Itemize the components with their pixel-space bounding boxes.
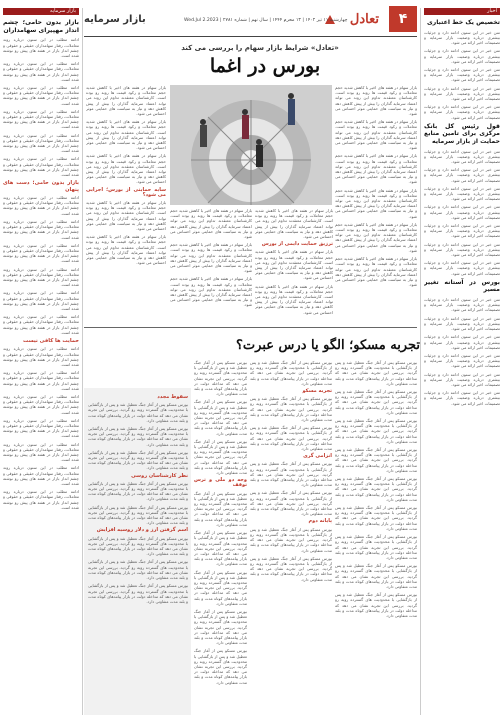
people-on-patterned-floor-image xyxy=(170,85,332,205)
article-subhead: پایانه دوم xyxy=(308,518,332,525)
article-body: بورس مسکو پس از آغاز جنگ تعطیل شد و پس از بازگشایی با محدودیت های گسترده روبه رو گردید. بررسی این تجربه نشان می دهد که مداخله دولت در بازار پیامدهای کوتاه مدت و بلند مدت متفاوتی دارد. xyxy=(88,559,188,581)
news-body: متن خبر در این ستون ادامه دارد و جزئیات بیشتری درباره وضعیت بازار سرمایه و تصمیمات اخیر ارائه می شود. xyxy=(424,260,500,276)
news-body: ادامه مطلب در این ستون درباره روند معاملات، رفتار سهامداران حقیقی و حقوقی و چشم انداز بازار در هفته های پیش رو نوشته شده است. xyxy=(3,156,79,178)
main-article-column xyxy=(255,208,333,323)
second-article-column xyxy=(194,360,247,715)
article-body: بورس مسکو پس از آغاز جنگ تعطیل شد و پس از بازگشایی با محدودیت های گسترده روبه رو گردید. بررسی این تجربه نشان می دهد که مداخله دولت در بازار پیامدهای کوتاه مدت و بلند مدت متفاوتی دارد. xyxy=(88,480,188,502)
article-body: بورس مسکو پس از آغاز جنگ تعطیل شد و پس از بازگشایی با محدودیت های گسترده روبه رو گردید. بررسی این تجربه نشان می دهد که مداخله دولت در بازار پیامدهای کوتاه مدت و بلند مدت متفاوتی دارد. xyxy=(194,490,247,527)
news-body: متن خبر در این ستون ادامه دارد و جزئیات بیشتری درباره وضعیت بازار سرمایه و تصمیمات اخیر ارائه می شود. xyxy=(424,315,500,332)
news-body: ادامه مطلب در این ستون درباره روند معاملات، رفتار سهامداران حقیقی و حقوقی و چشم انداز بازار در هفته های پیش رو نوشته شده است. xyxy=(3,465,79,487)
news-subtitle: بازار بدون حامی؛ دست های پنهان xyxy=(3,180,79,193)
article-body: بازار سهام در هفته های اخیر با کاهش شدید حجم معاملات و رکود قیمت ها روبه رو بوده است. کارشناسان معتقدند تداوم این روند می تواند اعتماد سرمایه گذاران را بیش از پیش کاهش دهد و نیاز به سیاست های حمایتی موثر احساس می شود. xyxy=(170,208,252,240)
news-body: ادامه مطلب در این ستون درباره روند معاملات، رفتار سهامداران حقیقی و حقوقی و چشم انداز بازار در هفته های پیش رو نوشته شده است. xyxy=(3,266,79,288)
news-body: ادامه مطلب در این ستون درباره روند معاملات، رفتار سهامداران حقیقی و حقوقی و چشم انداز بازار در هفته های پیش رو نوشته شده است. xyxy=(3,218,79,240)
second-article-column xyxy=(335,360,417,715)
main-article-column xyxy=(170,208,252,323)
news-body: متن خبر در این ستون ادامه دارد و جزئیات بیشتری درباره وضعیت بازار سرمایه و تصمیمات اخیر ارائه می شود. xyxy=(424,297,500,313)
news-body: متن خبر در این ستون ادامه دارد و جزئیات بیشتری درباره وضعیت بازار سرمایه و تصمیمات اخیر ارائه می شود. xyxy=(424,148,500,165)
article-body: بازار سهام در هفته های اخیر با کاهش شدید حجم معاملات و رکود قیمت ها روبه رو بوده است. کارشناسان معتقدند تداوم این روند می تواند اعتماد سرمایه گذاران را بیش از پیش کاهش دهد و نیاز به سیاست های حمایتی موثر احساس می شود. xyxy=(255,283,333,315)
column-tag: اخبار xyxy=(424,8,500,15)
article-body: بازار سهام در هفته های اخیر با کاهش شدید حجم معاملات و رکود قیمت ها روبه رو بوده است. کارشناسان معتقدند تداوم این روند می تواند اعتماد سرمایه گذاران را بیش از پیش کاهش دهد و نیاز به سیاست های حمایتی موثر احساس می شود. xyxy=(335,153,417,185)
article-body: بورس مسکو پس از آغاز جنگ تعطیل شد و پس از بازگشایی با محدودیت های گسترده روبه رو گردید. بررسی این تجربه نشان می دهد که مداخله دولت در بازار پیامدهای کوتاه مدت و بلند مدت متفاوتی دارد. xyxy=(335,360,417,386)
second-article-column xyxy=(250,360,332,715)
article-subhead: وجه دو ملی و ترس توقف xyxy=(194,477,247,489)
article-body: بازار سهام در هفته های اخیر با کاهش شدید حجم معاملات و رکود قیمت ها روبه رو بوده است. کارشناسان معتقدند تداوم این روند می تواند اعتماد سرمایه گذاران را بیش از پیش کاهش دهد و نیاز به سیاست های حمایتی موثر احساس می شود. xyxy=(86,153,166,185)
article-body: بازار سهام در هفته های اخیر با کاهش شدید حجم معاملات و رکود قیمت ها روبه رو بوده است. کارشناسان معتقدند تداوم این روند می تواند اعتماد سرمایه گذاران را بیش از پیش کاهش دهد و نیاز به سیاست های حمایتی موثر احساس می شود. xyxy=(335,256,417,288)
news-body: متن خبر در این ستون ادامه دارد و جزئیات بیشتری درباره وضعیت بازار سرمایه و تصمیمات اخیر ارائه می شود. xyxy=(424,29,500,46)
page-header xyxy=(84,6,417,37)
news-body: ادامه مطلب در این ستون درباره روند معاملات، رفتار سهامداران حقیقی و حقوقی و چشم انداز بازار در هفته های پیش رو نوشته شده است. xyxy=(3,489,79,510)
article-subhead: ترزیق حمایت دایمی از بورس xyxy=(261,241,333,248)
article-body: بورس مسکو پس از آغاز جنگ تعطیل شد و پس از بازگشایی با محدودیت های گسترده روبه رو گردید. بررسی این تجربه نشان می دهد که مداخله دولت در بازار پیامدهای کوتاه مدت و بلند مدت متفاوتی دارد. xyxy=(335,476,417,502)
article-body: بورس مسکو پس از آغاز جنگ تعطیل شد و پس از بازگشایی با محدودیت های گسترده روبه رو گردید. بررسی این تجربه نشان می دهد که مداخله دولت در بازار پیامدهای کوتاه مدت و بلند مدت متفاوتی دارد. xyxy=(194,569,247,606)
news-body: متن خبر در این ستون ادامه دارد و جزئیات بیشتری درباره وضعیت بازار سرمایه و تصمیمات اخیر ارائه می شود. xyxy=(424,241,500,258)
news-title: تخصیص یک خط اعتباری xyxy=(426,19,500,27)
second-headline: تجربه مسکو؛ الگو یا درس عبرت؟ xyxy=(236,338,420,353)
newspaper-logo: تعادل xyxy=(349,12,379,27)
article-body: بازار سهام در هفته های اخیر با کاهش شدید حجم معاملات و رکود قیمت ها روبه رو بوده است. کارشناسان معتقدند تداوم این روند می تواند اعتماد سرمایه گذاران را بیش از پیش کاهش دهد و نیاز به سیاست های حمایتی موثر احساس می شود. xyxy=(170,276,252,308)
article-subhead: سقوط مجدد xyxy=(157,394,188,400)
article-body: بورس مسکو پس از آغاز جنگ تعطیل شد و پس از بازگشایی با محدودیت های گسترده روبه رو گردید. بررسی این تجربه نشان می دهد که مداخله دولت در بازار پیامدهای کوتاه مدت و بلند مدت متفاوتی دارد. xyxy=(335,418,417,444)
news-body: متن خبر در این ستون ادامه دارد و جزئیات بیشتری درباره وضعیت بازار سرمایه و تصمیمات اخیر ارائه می شود. xyxy=(424,390,500,406)
article-body: بورس مسکو پس از آغاز جنگ تعطیل شد و پس از بازگشایی با محدودیت های گسترده روبه رو گردید. بررسی این تجربه نشان می دهد که مداخله دولت در بازار پیامدهای کوتاه مدت و بلند مدت متفاوتی دارد. xyxy=(335,447,417,473)
news-body: متن خبر در این ستون ادامه دارد و جزئیات بیشتری درباره وضعیت بازار سرمایه و تصمیمات اخیر ارائه می شود. xyxy=(424,48,500,64)
article-subhead: انزامی گری xyxy=(303,453,332,460)
section-title: بازار سرمایه xyxy=(84,14,146,25)
news-title: بورس در آستانه تغییر مسیر xyxy=(424,278,500,294)
article-body: بورس مسکو پس از آغاز جنگ تعطیل شد و پس از بازگشایی با محدودیت های گسترده روبه رو گردید. بررسی این تجربه نشان می دهد که مداخله دولت در بازار پیامدهای کوتاه مدت و بلند مدت متفاوتی دارد. xyxy=(250,425,332,452)
article-body: بازار سهام در هفته های اخیر با کاهش شدید حجم معاملات و رکود قیمت ها روبه رو بوده است. کارشناسان معتقدند تداوم این روند می تواند اعتماد سرمایه گذاران را بیش از پیش کاهش دهد و نیاز به سیاست های حمایتی موثر احساس می شود. xyxy=(335,119,417,151)
article-body: بورس مسکو پس از آغاز جنگ تعطیل شد و پس از بازگشایی با محدودیت های گسترده روبه رو گردید. بررسی این تجربه نشان می دهد که مداخله دولت در بازار پیامدهای کوتاه مدت و بلند مدت متفاوتی دارد. xyxy=(88,535,188,557)
news-body: متن خبر در این ستون ادامه دارد و جزئیات بیشتری درباره وضعیت بازار سرمایه و تصمیمات اخیر ارائه می شود. xyxy=(424,104,500,120)
news-body: متن خبر در این ستون ادامه دارد و جزئیات بیشتری درباره وضعیت بازار سرمایه و تصمیمات اخیر ارائه می شود. xyxy=(424,67,500,83)
article-body: بورس مسکو پس از آغاز جنگ تعطیل شد و پس از بازگشایی با محدودیت های گسترده روبه رو گردید. بررسی این تجربه نشان می دهد که مداخله دولت در بازار پیامدهای کوتاه مدت و بلند مدت متفاوتی دارد. xyxy=(194,608,247,646)
article-body: بورس مسکو پس از آغاز جنگ تعطیل شد و پس از بازگشایی با محدودیت های گسترده روبه رو گردید. بررسی این تجربه نشان می دهد که مداخله دولت در بازار پیامدهای کوتاه مدت و بلند مدت متفاوتی دارد. xyxy=(250,526,332,553)
news-body: ادامه مطلب در این ستون درباره روند معاملات، رفتار سهامداران حقیقی و حقوقی و چشم انداز بازار در هفته های پیش رو نوشته شده است. xyxy=(3,290,79,311)
news-body: متن خبر در این ستون ادامه دارد و جزئیات بیشتری درباره وضعیت بازار سرمایه و تصمیمات اخیر ارائه می شود. xyxy=(424,371,500,387)
article-body: بورس مسکو پس از آغاز جنگ تعطیل شد و پس از بازگشایی با محدودیت های گسترده روبه رو گردید. بررسی این تجربه نشان می دهد که مداخله دولت در بازار پیامدهای کوتاه مدت و بلند مدت متفاوتی دارد. xyxy=(88,583,188,604)
article-body: بورس مسکو پس از آغاز جنگ تعطیل شد و پس از بازگشایی با محدودیت های گسترده روبه رو گردید. بررسی این تجربه نشان می دهد که مداخله دولت در بازار پیامدهای کوتاه مدت و بلند مدت متفاوتی دارد. xyxy=(194,530,247,567)
right-news-column xyxy=(424,8,500,715)
article-body: بازار سهام در هفته های اخیر با کاهش شدید حجم معاملات و رکود قیمت ها روبه رو بوده است. کارشناسان معتقدند تداوم این روند می تواند اعتماد سرمایه گذاران را بیش از پیش کاهش دهد و نیاز به سیاست های حمایتی موثر احساس می شود. xyxy=(86,200,166,232)
news-body: ادامه مطلب در این ستون درباره روند معاملات، رفتار سهامداران حقیقی و حقوقی و چشم انداز بازار در هفته های پیش رو نوشته شده است. xyxy=(3,417,79,439)
news-body: ادامه مطلب در این ستون درباره روند معاملات، رفتار سهامداران حقیقی و حقوقی و چشم انداز بازار در هفته های پیش رو نوشته شده است. xyxy=(3,441,79,463)
main-headline: بورس در اغما xyxy=(209,55,321,77)
main-kicker: «تعادل» شرایط بازار سهام را بررسی می کند xyxy=(181,44,339,52)
article-body: بورس مسکو پس از آغاز جنگ تعطیل شد و پس از بازگشایی با محدودیت های گسترده روبه رو گردید. بررسی این تجربه نشان می دهد که مداخله دولت در بازار پیامدهای کوتاه مدت و بلند مدت متفاوتی دارد. xyxy=(194,360,247,397)
news-title: قول رئیس کل بانک مرکزی برای تامین منابع حمایت از بازار سرمایه xyxy=(424,122,500,146)
article-body: بورس مسکو پس از آغاز جنگ تعطیل شد و پس از بازگشایی با محدودیت های گسترده روبه رو گردید. بررسی این تجربه نشان می دهد که مداخله دولت در بازار پیامدهای کوتاه مدت و بلند مدت متفاوتی دارد. xyxy=(335,534,417,560)
news-body: متن خبر در این ستون ادامه دارد و جزئیات بیشتری درباره وضعیت بازار سرمایه و تصمیمات اخیر ارائه می شود. xyxy=(424,167,500,183)
news-body: ادامه مطلب در این ستون درباره روند معاملات، رفتار سهامداران حقیقی و حقوقی و چشم انداز بازار در هفته های پیش رو نوشته شده است. xyxy=(3,242,79,264)
main-photo xyxy=(170,85,332,205)
article-body: بورس مسکو پس از آغاز جنگ تعطیل شد و پس از بازگشایی با محدودیت های گسترده روبه رو گردید. بررسی این تجربه نشان می دهد که مداخله دولت در بازار پیامدهای کوتاه مدت و بلند مدت متفاوتی دارد. xyxy=(250,555,332,582)
article-body: بازار سهام در هفته های اخیر با کاهش شدید حجم معاملات و رکود قیمت ها روبه رو بوده است. کارشناسان معتقدند تداوم این روند می تواند اعتماد سرمایه گذاران را بیش از پیش کاهش دهد و نیاز به سیاست های حمایتی موثر احساس می شود. xyxy=(335,187,417,219)
news-subtitle: حمایت ها کافی نیست xyxy=(22,337,79,344)
article-body: بورس مسکو پس از آغاز جنگ تعطیل شد و پس از بازگشایی با محدودیت های گسترده روبه رو گردید. بررسی این تجربه نشان می دهد که مداخله دولت در بازار پیامدهای کوتاه مدت و بلند مدت متفاوتی دارد. xyxy=(335,389,417,415)
article-body: بازار سهام در هفته های اخیر با کاهش شدید حجم معاملات و رکود قیمت ها روبه رو بوده است. کارشناسان معتقدند تداوم این روند می تواند اعتماد سرمایه گذاران را بیش از پیش کاهش دهد و نیاز به سیاست های حمایتی موثر احساس می شود. xyxy=(86,119,166,151)
article-body: بورس مسکو پس از آغاز جنگ تعطیل شد و پس از بازگشایی با محدودیت های گسترده روبه رو گردید. بررسی این تجربه نشان می دهد که مداخله دولت در بازار پیامدهای کوتاه مدت و بلند مدت متفاوتی دارد. xyxy=(194,399,247,436)
news-body: ادامه مطلب در این ستون درباره روند معاملات، رفتار سهامداران حقیقی و حقوقی و چشم انداز بازار در هفته های پیش رو نوشته شده است. xyxy=(3,393,79,415)
article-body: بازار سهام در هفته های اخیر با کاهش شدید حجم معاملات و رکود قیمت ها روبه رو بوده است. کارشناسان معتقدند تداوم این روند می تواند اعتماد سرمایه گذاران را بیش از پیش کاهش دهد و نیاز به سیاست های حمایتی موثر احساس می شود. xyxy=(170,242,252,274)
article-body: بورس مسکو پس از آغاز جنگ تعطیل شد و پس از بازگشایی با محدودیت های گسترده روبه رو گردید. بررسی این تجربه نشان می دهد که مداخله دولت در بازار پیامدهای کوتاه مدت و بلند مدت متفاوتی دارد. xyxy=(250,360,332,386)
news-body: متن خبر در این ستون ادامه دارد و جزئیات بیشتری درباره وضعیت بازار سرمایه و تصمیمات اخیر ارائه می شود. xyxy=(424,185,500,202)
section-rule xyxy=(84,327,417,328)
issue-info: چهارشنبه ۱۱ تیر ۱۴۰۲ | ۱۳ محرم ۱۴۴۴ | سال نهم | شماره ۲۷۸۱ | Wed.Jul 2.2023 xyxy=(184,18,348,23)
article-body: بازار سهام در هفته های اخیر با کاهش شدید حجم معاملات و رکود قیمت ها روبه رو بوده است. کارشناسان معتقدند تداوم این روند می تواند اعتماد سرمایه گذاران را بیش از پیش کاهش دهد و نیاز به سیاست های حمایتی موثر احساس می شود. xyxy=(86,85,166,117)
article-subhead: تجربه مسکو xyxy=(302,388,332,395)
column-divider xyxy=(420,8,421,715)
article-body: بازار سهام در هفته های اخیر با کاهش شدید حجم معاملات و رکود قیمت ها روبه رو بوده است. کارشناسان معتقدند تداوم این روند می تواند اعتماد سرمایه گذاران را بیش از پیش کاهش دهد و نیاز به سیاست های حمایتی موثر احساس می شود. xyxy=(255,249,333,281)
article-body: بورس مسکو پس از آغاز جنگ تعطیل شد و پس از بازگشایی با محدودیت های گسترده روبه رو گردید. بررسی این تجربه نشان می دهد که مداخله دولت در بازار پیامدهای کوتاه مدت و بلند مدت متفاوتی دارد. xyxy=(250,396,332,423)
page-number: ۴ xyxy=(389,6,417,32)
article-body: بورس مسکو پس از آغاز جنگ تعطیل شد و پس از بازگشایی با محدودیت های گسترده روبه رو گردید. بررسی این تجربه نشان می دهد که مداخله دولت در بازار پیامدهای کوتاه مدت و بلند مدت متفاوتی دارد. xyxy=(335,563,417,589)
news-body: متن خبر در این ستون ادامه دارد و جزئیات بیشتری درباره وضعیت بازار سرمایه و تصمیمات اخیر ارائه می شود. xyxy=(424,204,500,220)
article-body: بورس مسکو پس از آغاز جنگ تعطیل شد و پس از بازگشایی با محدودیت های گسترده روبه رو گردید. بررسی این تجربه نشان می دهد که مداخله دولت در بازار پیامدهای کوتاه مدت و بلند مدت متفاوتی دارد. xyxy=(250,461,332,488)
article-body: بورس مسکو پس از آغاز جنگ تعطیل شد و پس از بازگشایی با محدودیت های گسترده روبه رو گردید. بررسی این تجربه نشان می دهد که مداخله دولت در بازار پیامدهای کوتاه مدت و بلند مدت متفاوتی دارد. xyxy=(88,402,188,423)
news-body: ادامه مطلب در این ستون درباره روند معاملات، رفتار سهامداران حقیقی و حقوقی و چشم انداز بازار در هفته های پیش رو نوشته شده است. xyxy=(3,195,79,216)
main-article-column xyxy=(86,85,166,323)
article-subhead: اسم گرفتن ارز و دلار روسیه افزایش xyxy=(96,527,188,534)
article-body: بورس مسکو پس از آغاز جنگ تعطیل شد و پس از بازگشایی با محدودیت های گسترده روبه رو گردید. بررسی این تجربه نشان می دهد که مداخله دولت در بازار پیامدهای کوتاه مدت و بلند مدت متفاوتی دارد. xyxy=(335,505,417,531)
news-body: ادامه مطلب در این ستون درباره روند معاملات، رفتار سهامداران حقیقی و حقوقی و چشم انداز بازار در هفته های پیش رو نوشته شده است. xyxy=(3,37,79,58)
article-body: بورس مسکو پس از آغاز جنگ تعطیل شد و پس از بازگشایی با محدودیت های گسترده روبه رو گردید. بررسی این تجربه نشان می دهد که مداخله دولت در بازار پیامدهای کوتاه مدت و بلند مدت متفاوتی دارد. xyxy=(88,504,188,526)
column-divider xyxy=(82,8,83,715)
article-body: بورس مسکو پس از آغاز جنگ تعطیل شد و پس از بازگشایی با محدودیت های گسترده روبه رو گردید. بررسی این تجربه نشان می دهد که مداخله دولت در بازار پیامدهای کوتاه مدت و بلند مدت متفاوتی دارد. xyxy=(194,438,247,476)
article-subhead: سایه حمایتی از بورس؛ اجرایی می شود؟ xyxy=(86,186,166,198)
article-body: بازار سهام در هفته های اخیر با کاهش شدید حجم معاملات و رکود قیمت ها روبه رو بوده است. کارشناسان معتقدند تداوم این روند می تواند اعتماد سرمایه گذاران را بیش از پیش کاهش دهد و نیاز به سیاست های حمایتی موثر احساس می شود. xyxy=(86,234,166,266)
news-body: ادامه مطلب در این ستون درباره روند معاملات، رفتار سهامداران حقیقی و حقوقی و چشم انداز بازار در هفته های پیش رو نوشته شده است. xyxy=(3,61,79,82)
article-body: بورس مسکو پس از آغاز جنگ تعطیل شد و پس از بازگشایی با محدودیت های گسترده روبه رو گردید. بررسی این تجربه نشان می دهد که مداخله دولت در بازار پیامدهای کوتاه مدت و بلند مدت متفاوتی دارد. xyxy=(88,449,188,471)
news-body: متن خبر در این ستون ادامه دارد و جزئیات بیشتری درباره وضعیت بازار سرمایه و تصمیمات اخیر ارائه می شود. xyxy=(424,352,500,369)
main-article-column xyxy=(335,85,417,323)
sidebar-article-column xyxy=(88,392,188,712)
left-news-column xyxy=(3,8,79,715)
article-body: بورس مسکو پس از آغاز جنگ تعطیل شد و پس از بازگشایی با محدودیت های گسترده روبه رو گردید. بررسی این تجربه نشان می دهد که مداخله دولت در بازار پیامدهای کوتاه مدت و بلند مدت متفاوتی دارد. xyxy=(335,592,417,618)
news-body: ادامه مطلب در این ستون درباره روند معاملات، رفتار سهامداران حقیقی و حقوقی و چشم انداز بازار در هفته های پیش رو نوشته شده است. xyxy=(3,132,79,154)
article-body: بورس مسکو پس از آغاز جنگ تعطیل شد و پس از بازگشایی با محدودیت های گسترده روبه رو گردید. بررسی این تجربه نشان می دهد که مداخله دولت در بازار پیامدهای کوتاه مدت و بلند مدت متفاوتی دارد. xyxy=(250,490,332,517)
news-body: ادامه مطلب در این ستون درباره روند معاملات، رفتار سهامداران حقیقی و حقوقی و چشم انداز بازار در هفته های پیش رو نوشته شده است. xyxy=(3,346,79,367)
article-body: بازار سهام در هفته های اخیر با کاهش شدید حجم معاملات و رکود قیمت ها روبه رو بوده است. کارشناسان معتقدند تداوم این روند می تواند اعتماد سرمایه گذاران را بیش از پیش کاهش دهد و نیاز به سیاست های حمایتی موثر احساس می شود. xyxy=(335,85,417,117)
article-body: بورس مسکو پس از آغاز جنگ تعطیل شد و پس از بازگشایی با محدودیت های گسترده روبه رو گردید. بررسی این تجربه نشان می دهد که مداخله دولت در بازار پیامدهای کوتاه مدت و بلند مدت متفاوتی دارد. xyxy=(194,648,247,685)
news-body: متن خبر در این ستون ادامه دارد و جزئیات بیشتری درباره وضعیت بازار سرمایه و تصمیمات اخیر ارائه می شود. xyxy=(424,334,500,350)
article-body: بازار سهام در هفته های اخیر با کاهش شدید حجم معاملات و رکود قیمت ها روبه رو بوده است. کارشناسان معتقدند تداوم این روند می تواند اعتماد سرمایه گذاران را بیش از پیش کاهش دهد و نیاز به سیاست های حمایتی موثر احساس می شود. xyxy=(255,208,333,240)
news-body: ادامه مطلب در این ستون درباره روند معاملات، رفتار سهامداران حقیقی و حقوقی و چشم انداز بازار در هفته های پیش رو نوشته شده است. xyxy=(3,108,79,130)
news-body: ادامه مطلب در این ستون درباره روند معاملات، رفتار سهامداران حقیقی و حقوقی و چشم انداز بازار در هفته های پیش رو نوشته شده است. xyxy=(3,85,79,106)
news-body: ادامه مطلب در این ستون درباره روند معاملات، رفتار سهامداران حقیقی و حقوقی و چشم انداز بازار در هفته های پیش رو نوشته شده است. xyxy=(3,370,79,391)
column-tag: بازار سرمایه xyxy=(3,8,79,15)
article-subhead: نظر کارشناسان روسی xyxy=(131,472,188,479)
news-body: متن خبر در این ستون ادامه دارد و جزئیات بیشتری درباره وضعیت بازار سرمایه و تصمیمات اخیر ارائه می شود. xyxy=(424,85,500,102)
news-body: متن خبر در این ستون ادامه دارد و جزئیات بیشتری درباره وضعیت بازار سرمایه و تصمیمات اخیر ارائه می شود. xyxy=(424,223,500,239)
news-body: ادامه مطلب در این ستون درباره روند معاملات، رفتار سهامداران حقیقی و حقوقی و چشم انداز بازار در هفته های پیش رو نوشته شده است. xyxy=(3,314,79,335)
article-body: بورس مسکو پس از آغاز جنگ تعطیل شد و پس از بازگشایی با محدودیت های گسترده روبه رو گردید. بررسی این تجربه نشان می دهد که مداخله دولت در بازار پیامدهای کوتاه مدت و بلند مدت متفاوتی دارد. xyxy=(88,426,188,447)
news-title: بازار بدون حامی؛ چشم انداز مهپیرای سهامداران xyxy=(3,19,79,34)
article-body: بازار سهام در هفته های اخیر با کاهش شدید حجم معاملات و رکود قیمت ها روبه رو بوده است. کارشناسان معتقدند تداوم این روند می تواند اعتماد سرمایه گذاران را بیش از پیش کاهش دهد و نیاز به سیاست های حمایتی موثر احساس می شود. xyxy=(335,221,417,253)
